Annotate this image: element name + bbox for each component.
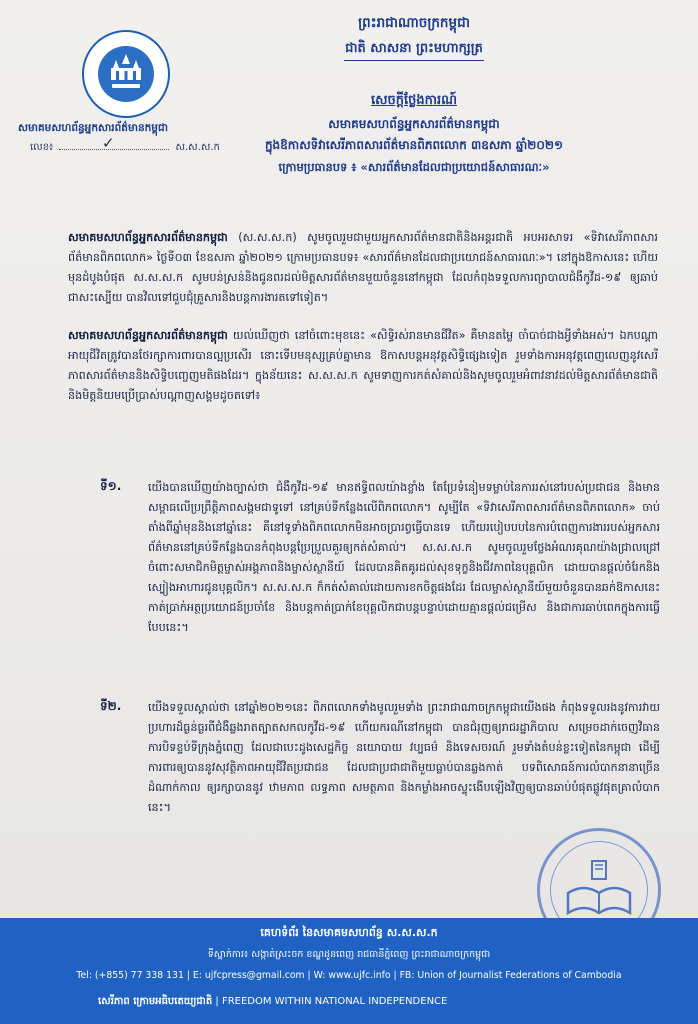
- ujfc-logo: [82, 30, 170, 118]
- footer-motto: [98, 994, 447, 1009]
- motto-divider: [344, 60, 484, 61]
- letterhead-footer: [0, 918, 698, 1024]
- national-motto: ជាតិ សាសនា ព្រះមហាក្សត្រ: [345, 41, 483, 56]
- theme-line: ក្រោមប្រធានបទ ៖ «សារព័ត៌មានដែលជាប្រយោជន៍សាធារណៈ»: [278, 160, 550, 174]
- paragraph-1-text: (ស.ស.ស.ក) សូមចូលរួមជាមួយអ្នកសារព័ត៌មានជាតិនិងអន្តរជាតិ អបអរសាទរ «ទិវាសេរីភាពសារព័ត៌មានពិភពលោក» ថ្ងៃទី០៣ ខែឧសភា ឆ្នាំ២០២១ ក្រោមប្រធានបទ៖ «សារព័ត៌មានដែលជាប្រយោជន៍សាធារណៈ»។ នៅក្នុងឱកាសនេះ ហើយមុនដំបូងបំផុត ស.ស.ស.ក សូមបន់ស្រន់និងជូនពរដល់មិត្តសារព័ត៌មានមួយចំនួននៅកម្ពុជា ដែលកំពុងទទួលការព្យាបាលជំងឺកូវីដ-១៩ ឲ្យឆាប់ជាសះស្បើយ បានវិលទៅជួបជុំគ្រួសារនិងបន្តការងារតទៅទៀត។: [68, 231, 658, 304]
- paragraph-2: [68, 326, 658, 406]
- item-2-text: យើងទទួលស្គាល់ថា នៅឆ្នាំ២០២១នេះ ពិភពលោកទាំងមូលរួមទាំង ព្រះរាជាណាចក្រកម្ពុជាយើងផង កំពុងទទួលរងនូវការវាយប្រហារដ៏ធ្ងន់ធ្ងរពីជំងឺឆ្លងរាតត្បាតសកលកូវីដ-១៩ ហើយករណីនៅកម្ពុជា បានជំរុញឲ្យរាជរដ្ឋាភិបាល សម្រេចដាក់ចេញវិធានការបិទខ្ទប់ទីក្រុងភ្នំពេញ ដែលជាបេះដូងសេដ្ឋកិច្ច នយោបាយ វប្បធម៌ និងទេសចរណ៍ រួមទាំងតំបន់ខ្លះទៀតនៃកម្ពុជា ដើម្បីការពារឲ្យបាននូវសុវត្ថិភាពអាយុជីវិតប្រជាជន ដែលជាប្រជាជាតិមួយធ្លាប់បានឆ្លងកាត់ បទពិសោធន៍ការលំបាកនានាច្រើនដំណាក់កាល ឲ្យរក្សាបាននូវ ឋាមភាព លទ្ធភាព សមត្ថភាព និងកម្លាំងអាចស្ទុះងើបឡើងវិញឲ្យបានឆាប់បំផុតផ្លូវផុតគ្រាលំបាកនេះ។: [148, 701, 660, 814]
- organization-name: សមាគមសហព័ន្ធអ្នកសារព័ត៌មានកម្ពុជា: [328, 117, 500, 131]
- paragraph-1: [68, 228, 658, 308]
- ref-suffix: ស.ស.ស.ក: [175, 142, 220, 153]
- footer-address: ទីស្នាក់ការ៖ សង្កាត់ស្រះចក ខណ្ឌដូនពេញ រាជធានីភ្នំពេញ ព្រះរាជាណាចក្រកម្ពុជា: [207, 949, 491, 960]
- book-hand-icon: [562, 857, 636, 923]
- document-type: សេចក្តីថ្លែងការណ៍: [370, 93, 457, 108]
- handwritten-mark-icon: ✓: [102, 134, 115, 152]
- kingdom-heading: ព្រះរាជាណាចក្រកម្ពុជា: [358, 15, 470, 31]
- logo-caption: សមាគមសហព័ន្ធអ្នកសារព័ត៌មានកម្ពុជា: [18, 122, 168, 134]
- logo-base: [112, 84, 140, 88]
- item-2-number: ទី២.: [100, 699, 122, 713]
- paragraph-2-lead: សមាគមសហព័ន្ធអ្នកសារព័ត៌មានកម្ពុជា: [68, 329, 228, 342]
- occasion-line: ក្នុងឱកាសទិវាសេរីភាពសារព័ត៌មានពិភពលោក ៣ឧសភា ឆ្នាំ២០២១: [264, 138, 564, 152]
- paragraph-2-text: យល់ឃើញថា នៅចំពោះមុខនេះ «សិទ្ធិរស់រានមានជីវិត» គឺមានតម្លៃ ចាំបាច់ជាងអ្វីទាំងអស់។ ឯកបណ្តាអាយុជីវិតត្រូវបានថែរក្សាការពារបានល្អប្រសើរ នោះទើបមនុស្សគ្រប់គ្នាមាន ឱកាសបន្តអនុវត្តសិទ្ធិផ្សេងទៀត រួមទាំងការអនុវត្តពេញលេញនូវសេរីភាពសារព័ត៌មាននិងសិទ្ធិបញ្ចេញមតិផងដែរ។ ក្នុងន័យនេះ ស.ស.ស.ក សូមទាញការកត់សំគាល់និងសូមចូលរួមអំពាវនាវដល់មិត្តសារព័ត៌មានជាតិនិងមិត្តនិយមប្រើប្រាស់បណ្តាញសង្គមដូចតទៅ៖: [68, 329, 658, 402]
- footer-contact: Tel: (+855) 77 338 131 | E: ujfcpress@gmail.com | W: www.ujfc.info | FB: Union of Journalist Federations of Cambodia: [76, 970, 622, 981]
- footer-motto-english: FREEDOM WITHIN NATIONAL INDEPENDENCE: [221, 996, 448, 1007]
- paragraph-1-lead: សមាគមសហព័ន្ធអ្នកសារព័ត៌មានកម្ពុជា: [68, 231, 228, 244]
- reference-number: [30, 134, 220, 155]
- ref-label: លេខ៖: [30, 142, 54, 153]
- footer-motto-khmer: សេរីភាព ក្រោមអធិបតេយ្យជាតិ: [98, 996, 213, 1007]
- item-1-number: ទី១.: [100, 479, 122, 493]
- footer-motto-sep: |: [215, 996, 222, 1007]
- item-1-text: យើងបានឃើញយ៉ាងច្បាស់ថា ជំងឺកូវីដ-១៩ មានឥទ្ធិពលយ៉ាងខ្លាំង តែប្រែទំនៀមទម្លាប់នៃការរស់នៅរបស់ប្រជាជន និងមានសម្ពាធលើប្រព្រឹត្តិភាពសង្គមជាទូទៅ នៅគ្រប់ទីកន្លែងលើពិភពលោក។ សូម្បីតែ «ទិវាសេរីភាពសារព័ត៌មានពិភពលោក» ចាប់តាំងពីឆ្នាំមុននិងនៅឆ្នាំនេះ គឺនៅទូទាំងពិភពលោកមិនអាចប្រារព្វធ្វើបានទេ ហើយរបៀបបបនៃការបំពេញការងាររបស់អ្នកសារព័ត៌មាននៅគ្រប់ទីកន្លែងបានកំពុងបន្តប្រែប្រួលគួរឲ្យកត់សំគាល់។ ស.ស.ស.ក សូមចូលរួមថ្លែងអំណរគុណយ៉ាងជ្រាលជ្រៅចំពោះសមាជិកមិត្តម្ចាស់អង្គភាពនិងម្ចាស់ស្ថានីយ៍ ដែលបានគិតគូរដល់សុខទុក្ខនិងជីវភាពនៃបុគ្គលិក ដោយបានផ្តល់ចំរែកនិងស្បៀងអាហារជូនបុគ្គលិក។ ស.ស.ស.ក ក៏កត់សំគាល់ដោយការខកចិត្តផងដែរ ដែលម្ចាស់ស្ថានីយ៍មួយចំនួនបានឆក់ឱកាសនេះកាត់ប្រាក់អត្ថប្រយោជន៍ប្រចាំខែ និងបន្តកាត់ប្រាក់ខែបុគ្គលិកជាបន្តបន្ទាប់ដោយគ្មានផ្តល់ជម្រើស និងជាការឆាប់ពេកក្នុងការធ្វើបែបនេះ។: [148, 481, 660, 634]
- footer-title: គេហទំព័រ នៃសមាគមសហព័ន្ធ ស.ស.ស.ក: [260, 926, 438, 939]
- temple-icon: [108, 54, 144, 82]
